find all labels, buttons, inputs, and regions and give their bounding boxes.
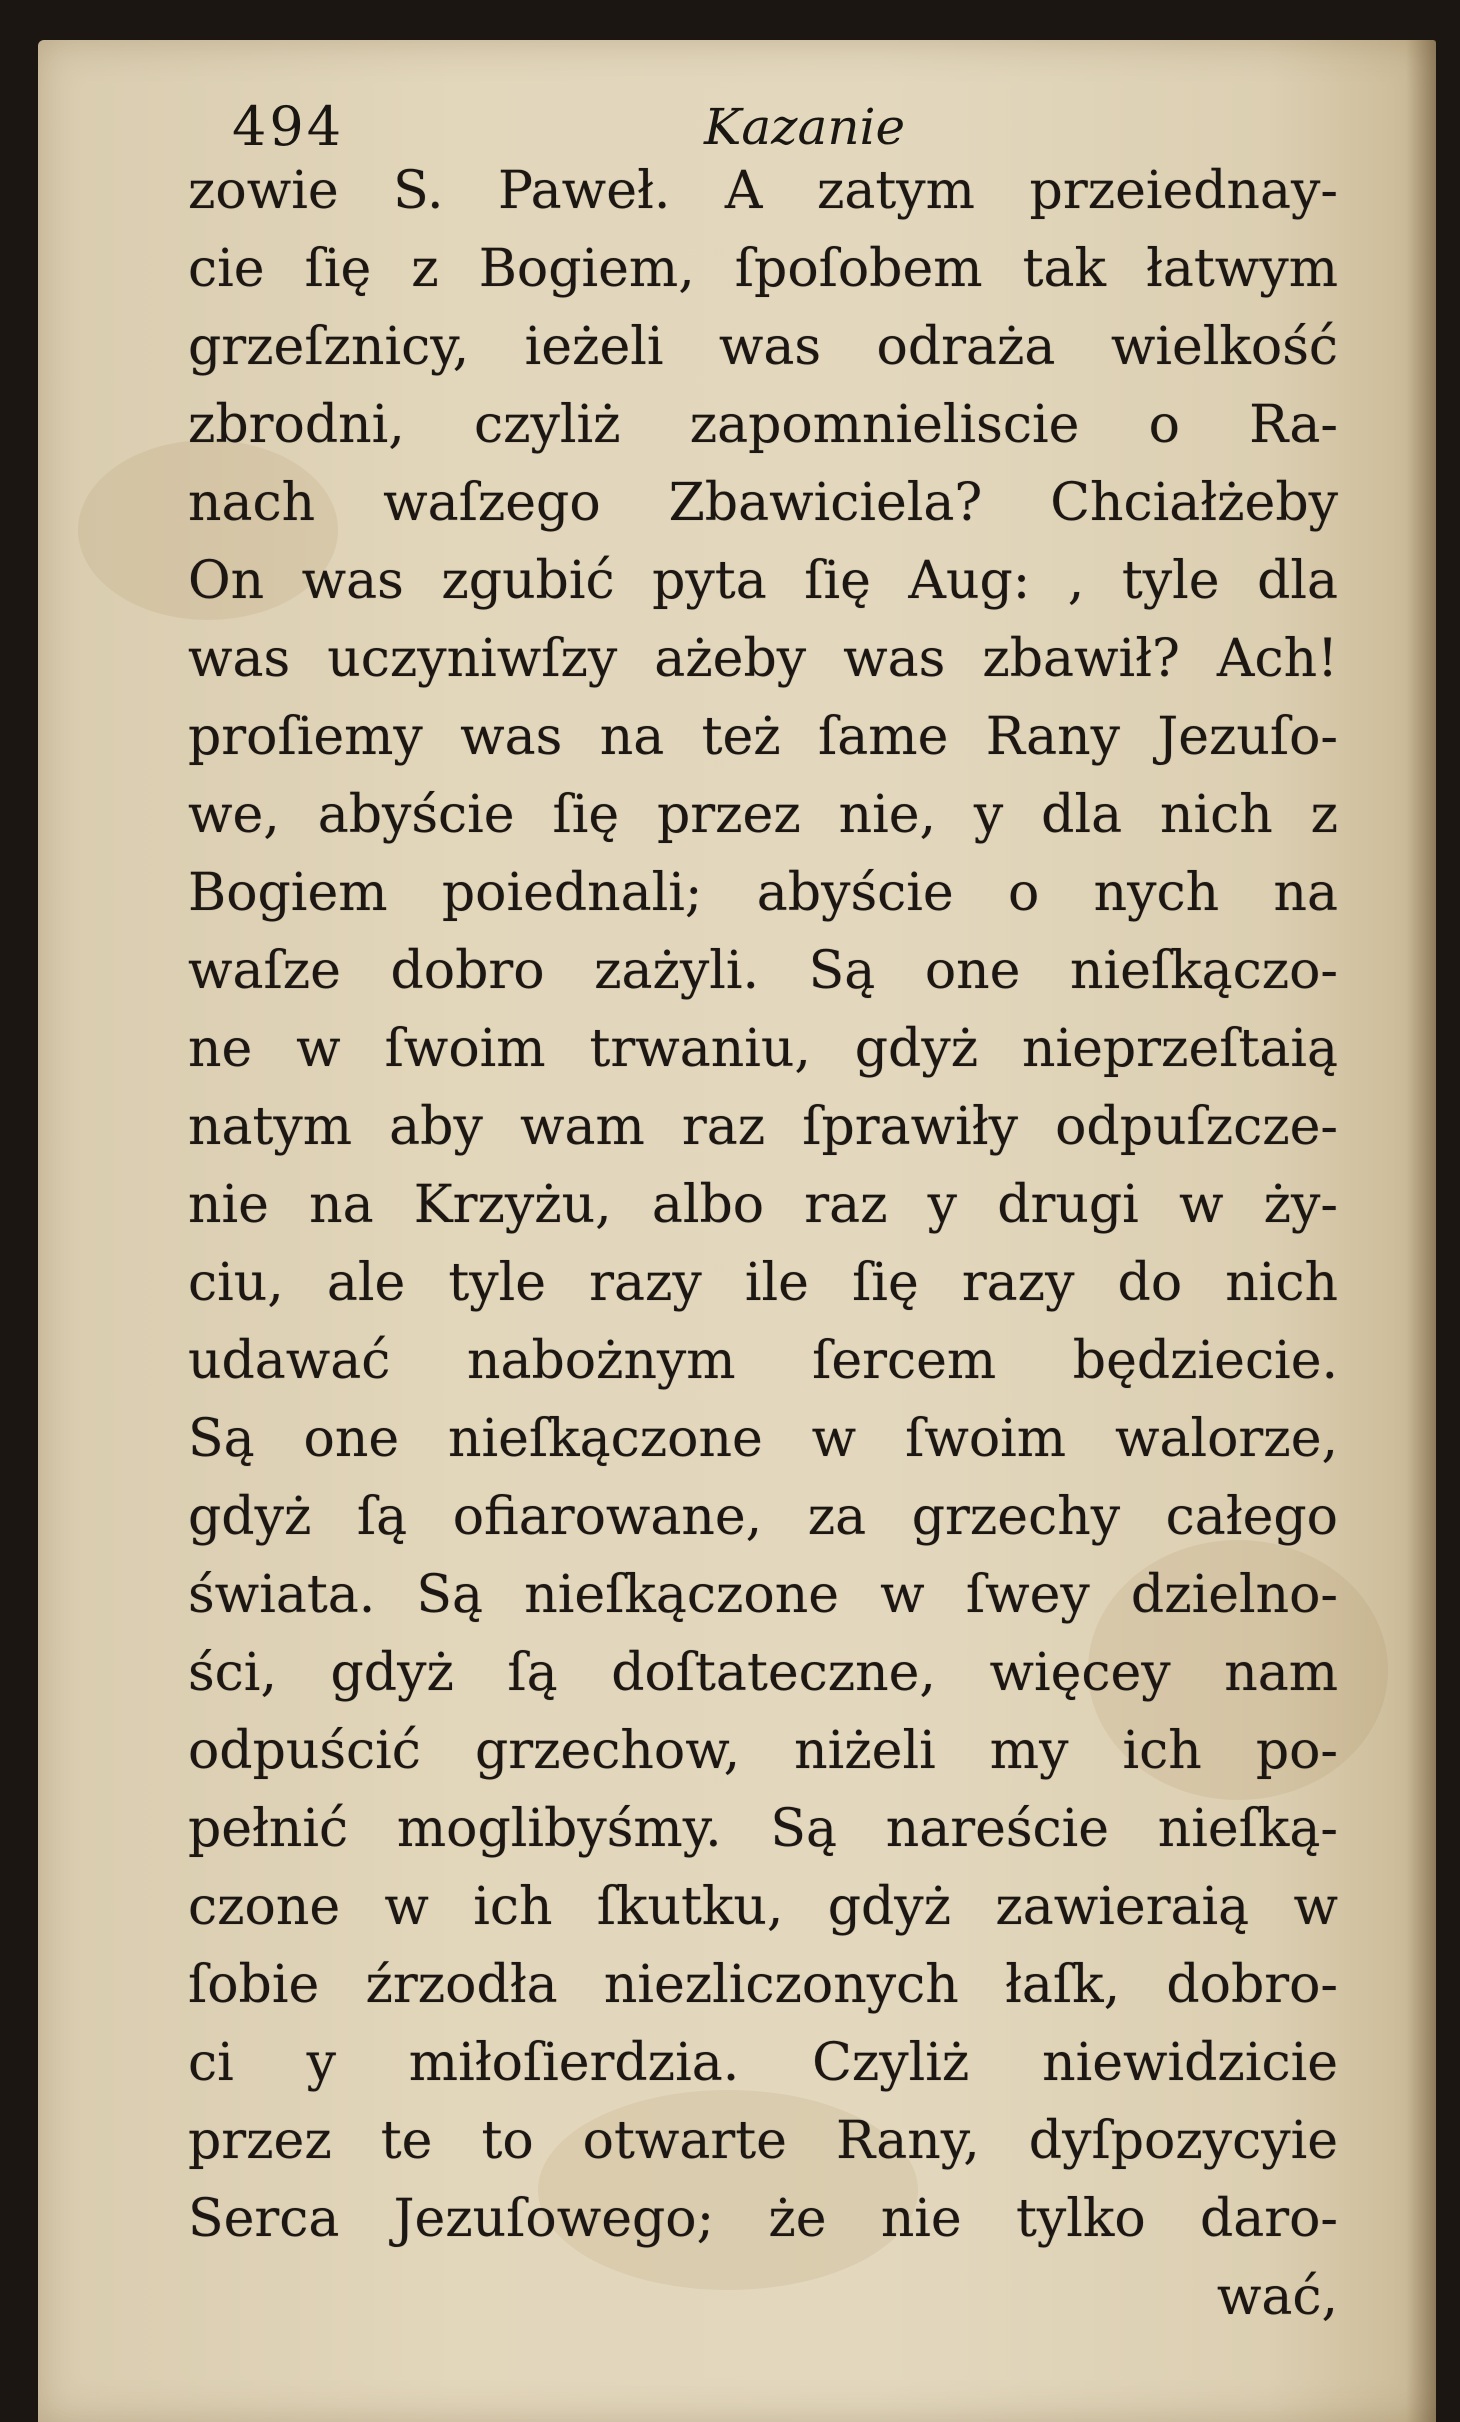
text-line: proſiemy was na też ſame Rany Jezuſo-	[188, 707, 1338, 767]
page-number: 494	[232, 95, 345, 158]
text-line: ci y miłoſierdzia. Czyliż niewidzicie	[188, 2033, 1338, 2093]
text-line: ści, gdyż ſą doſtateczne, więcey nam	[188, 1643, 1338, 1703]
text-line: we, abyście ſię przez nie, y dla nich z	[188, 785, 1338, 845]
text-line: czone w ich ſkutku, gdyż zawieraią w	[188, 1877, 1338, 1937]
text-line: nach waſzego Zbawiciela? Chciałżeby	[188, 473, 1338, 533]
text-line: gdyż ſą ofiarowane, za grzechy całego	[188, 1487, 1338, 1547]
body-text	[188, 152, 1338, 2336]
text-line: świata. Są nieſkączone w ſwey dzielno-	[188, 1565, 1338, 1625]
text-line: pełnić moglibyśmy. Są nareście nieſką-	[188, 1799, 1338, 1859]
text-line: ſobie źrzodła niezliczonych łaſk, dobro-	[188, 1955, 1338, 2015]
text-line: Są one nieſkączone w ſwoim walorze,	[188, 1409, 1338, 1469]
text-line: Serca Jezuſowego; że nie tylko daro-	[188, 2189, 1338, 2249]
text-line: ne w ſwoim trwaniu, gdyż nieprzeſtaią	[188, 1019, 1338, 1079]
page-edge-shadow	[1406, 40, 1436, 2422]
text-line: zowie S. Paweł. A zatym przeiednay-	[188, 161, 1338, 221]
text-line: grzeſznicy, ieżeli was odraża wielkość	[188, 317, 1338, 377]
text-line: ciu, ale tyle razy ile ſię razy do nich	[188, 1253, 1338, 1313]
catchword: wać,	[1216, 2267, 1338, 2327]
text-line: udawać nabożnym ſercem będziecie.	[188, 1331, 1338, 1391]
text-line: przez te to otwarte Rany, dyſpozycyie	[188, 2111, 1338, 2171]
text-line: waſze dobro zażyli. Są one nieſkączo-	[188, 941, 1338, 1001]
text-line: On was zgubić pyta ſię Aug: , tyle dla	[188, 551, 1338, 611]
text-line: nie na Krzyżu, albo raz y drugi w ży-	[188, 1175, 1338, 1235]
text-line: cie ſię z Bogiem, ſpoſobem tak łatwym	[188, 239, 1338, 299]
text-line: was uczyniwſzy ażeby was zbawił? Ach!	[188, 629, 1338, 689]
text-line: odpuścić grzechow, niżeli my ich po-	[188, 1721, 1338, 1781]
text-line: natym aby wam raz ſprawiły odpuſzcze-	[188, 1097, 1338, 1157]
text-line: Bogiem poiednali; abyście o nych na	[188, 863, 1338, 923]
running-title: Kazanie	[704, 98, 906, 156]
text-line: zbrodni, czyliż zapomnieliscie o Ra-	[188, 395, 1338, 455]
